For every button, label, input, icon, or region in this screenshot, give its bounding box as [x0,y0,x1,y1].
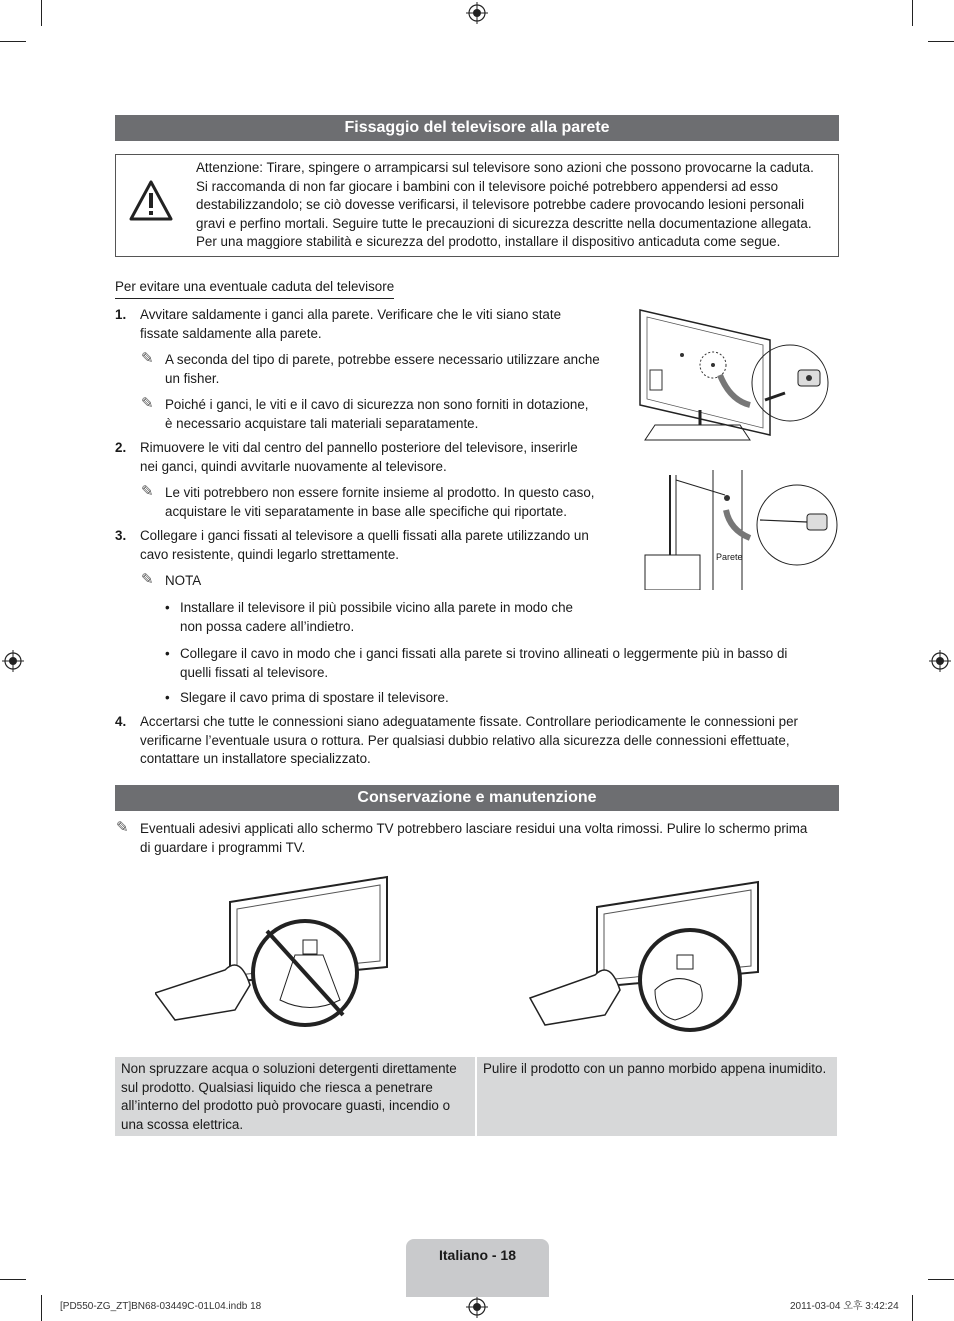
registration-mark-icon [2,650,24,672]
bullet-text: Installare il televisore il più possibile vicino alla parete in modo che non possa cadere all’indietro. [180,600,573,634]
step-text: Rimuovere le viti dal centro del pannello posteriore del televisore, inserirle nei ganci, quindi avvitarle nuovamente al televisore. [140,440,578,474]
crop-mark [41,1295,42,1321]
subheading: Per evitare una eventuale caduta del televisore [115,278,394,299]
caption-no-spray: Non spruzzare acqua o soluzioni detergenti direttamente sul prodotto. Qualsiasi liquido che riesca a penetrare all’interno del prodotto può provocare guasti, incendio o una scossa elettrica. [115,1057,475,1136]
step-text: Accertarsi che tutte le connessioni siano adeguatamente fissate. Controllare periodicamente le connessioni per verificarne l’eventuale usura o rottura. Per qualsiasi dubbio relativo alla sicurezza delle connessioni effettuate, contattare un installatore specializzato. [140,714,799,767]
crop-mark [41,0,42,26]
warning-triangle-icon [128,179,174,223]
warning-label: Attenzione [196,160,260,175]
tv-back-hook-illustration [630,305,840,450]
registration-mark-icon [466,2,488,24]
bullet-text: Collegare il cavo in modo che i ganci fissati alla parete si trovino allineati o leggermente più in basso di quelli fissati al televisore. [180,646,788,680]
pencil-note-icon: ✎ [141,350,154,367]
no-spray-illustration [155,875,395,1035]
section-title-care: Conservazione e manutenzione [115,785,839,811]
note-text: A seconda del tipo di parete, potrebbe essere necessario utilizzare anche un fisher. [165,352,600,386]
tv-wall-cable-illustration [640,470,840,590]
step-number: 1. [115,307,127,322]
section-title-wall-mount: Fissaggio del televisore alla parete [115,115,839,141]
crop-mark [0,1279,26,1280]
warning-box [115,154,839,257]
crop-mark [928,41,954,42]
page-number-tab: Italiano - 18 [406,1239,549,1297]
step-text: Avvitare saldamente i ganci alla parete. Verificare che le viti siano state fissate saldamente alla parete. [140,307,562,341]
bullet-text: Slegare il cavo prima di spostare il televisore. [180,690,449,705]
crop-mark [0,41,26,42]
crop-mark [912,0,913,26]
note-label: NOTA [165,573,202,588]
step-text: Collegare i ganci fissati al televisore a quelli fissati alla parete utilizzando un cavo resistente, quindi legarlo strettamente. [140,528,589,562]
crop-mark [928,1279,954,1280]
step-number: 4. [115,714,127,729]
pencil-note-icon: ✎ [141,483,154,500]
step-number: 3. [115,528,127,543]
file-info: [PD550-ZG_ZT]BN68-03449C-01L04.indb 18 [60,1301,262,1312]
bullet-dot: • [165,690,170,705]
registration-mark-icon [929,650,951,672]
caption-soft-cloth: Pulire il prodotto con un panno morbido appena inumidito. [477,1057,837,1136]
care-note-text: Eventuali adesivi applicati allo schermo TV potrebbero lasciare residui una volta rimossi. Pulire lo schermo prima di guardare i programmi TV. [140,821,808,855]
print-timestamp: 2011-03-04 오후 3:42:24 [790,1301,899,1312]
bullet-dot: • [165,600,170,615]
note-text: Le viti potrebbero non essere fornite insieme al prodotto. In questo caso, acquistare le viti separatamente in base alle specifiche qui riportate. [165,485,595,519]
bullet-dot: • [165,646,170,661]
pencil-note-icon: ✎ [116,819,129,836]
registration-mark-icon [466,1296,488,1318]
pencil-note-icon: ✎ [141,571,154,588]
warning-body: : Tirare, spingere o arrampicarsi sul televisore sono azioni che possono provocarne la caduta. Si raccomanda di non far giocare i bambini con il televisore poiché potrebbero appendersi ad esso destabilizzandolo; se ciò dovesse verificarsi, il televisore potrebbe cadere provocando lesioni personali gravi e perfino mortali. Seguire tutte le precauzioni di sicurezza descritte nella documentazione allegata. Per una maggiore stabilità e sicurezza del prodotto, installare il dispositivo anticaduta come segue. [196,160,814,250]
warning-text [196,159,821,252]
crop-mark [912,1295,913,1321]
soft-cloth-illustration [525,880,765,1040]
note-text: Poiché i ganci, le viti e il cavo di sicurezza non sono forniti in dotazione, è necessario acquistare tali materiali separatamente. [165,397,589,431]
wall-label: Parete [716,552,743,562]
pencil-note-icon: ✎ [141,395,154,412]
step-number: 2. [115,440,127,455]
